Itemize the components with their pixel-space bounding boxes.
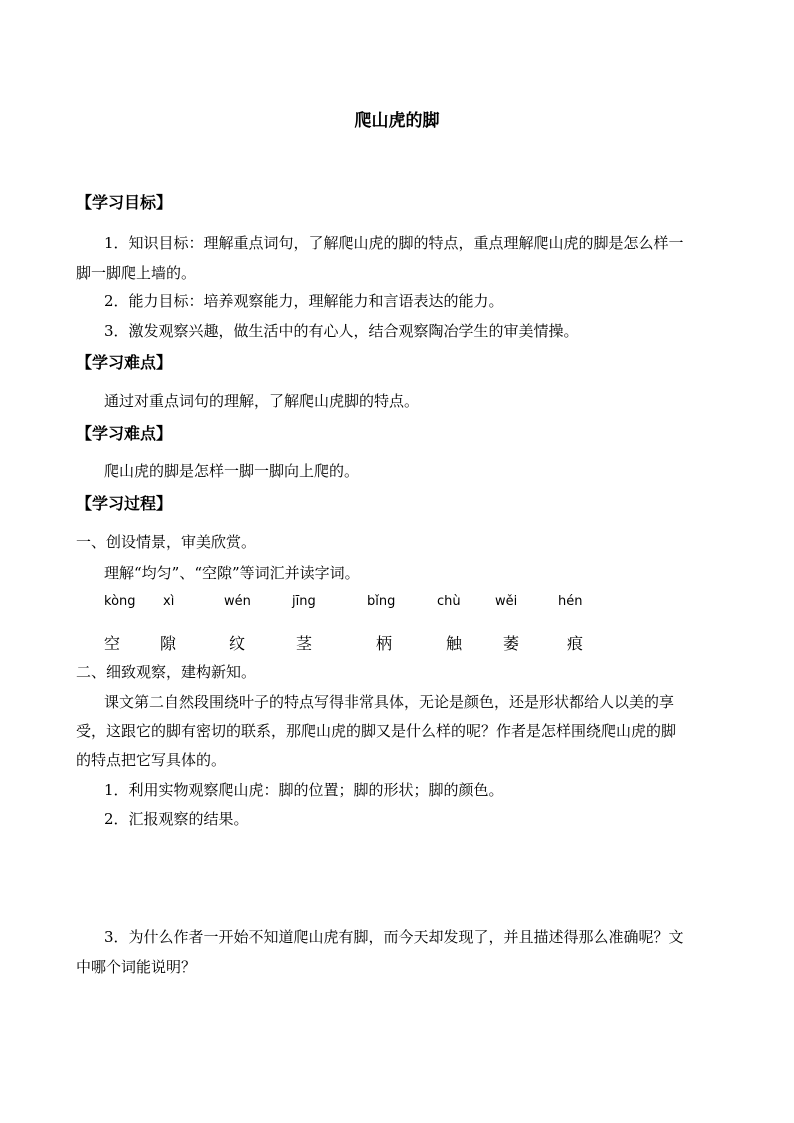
goal-2: 2．能力目标：培养观察能力，理解能力和言语表达的能力。 [104, 292, 504, 310]
heading-learning-process: 【学习过程】 [76, 494, 173, 513]
step-2-heading: 二、细致观察，建构新知。 [76, 663, 257, 681]
pinyin-row [0, 594, 794, 618]
step-2-paragraph-line-2: 受，这跟它的脚有密切的联系，那爬山虎的脚又是什么样的呢？作者是怎样围绕爬山虎的脚 [76, 722, 677, 740]
vocab-character: 触 [446, 634, 463, 653]
pinyin: bǐng [367, 594, 396, 609]
heading-learning-goals: 【学习目标】 [76, 193, 173, 212]
heading-difficulty-1: 【学习难点】 [76, 353, 173, 372]
page-title: 爬山虎的脚 [354, 111, 440, 131]
step-2-item-1: 1．利用实物观察爬山虎：脚的位置；脚的形状；脚的颜色。 [104, 781, 504, 799]
character-row [0, 631, 794, 655]
vocab-character: 空 [104, 634, 121, 653]
vocab-character: 柄 [376, 634, 393, 653]
goal-3: 3．激发观察兴趣，做生活中的有心人，结合观察陶冶学生的审美情操。 [104, 322, 579, 340]
pinyin: jīng [292, 594, 316, 609]
step-2-paragraph-line-3: 的特点把它写具体的。 [76, 751, 227, 769]
vocab-character: 茎 [296, 634, 313, 653]
step-1-heading: 一、创设情景，审美欣赏。 [76, 533, 257, 551]
pinyin: chù [437, 594, 461, 609]
step-2-item-3-line-2: 中哪个词能说明？ [76, 958, 197, 976]
heading-difficulty-2: 【学习难点】 [76, 424, 173, 443]
vocab-character: 隙 [160, 634, 177, 653]
goal-1-line-2: 脚一脚爬上墙的。 [76, 264, 197, 282]
step-1-text: 理解“均匀”、“空隙”等词汇并读字词。 [104, 564, 360, 582]
step-2-item-3-line-1: 3．为什么作者一开始不知道爬山虎有脚，而今天却发现了，并且描述得那么准确呢？文 [104, 928, 684, 946]
vocab-character: 纹 [229, 634, 246, 653]
vocab-character: 萎 [503, 634, 520, 653]
pinyin: wén [224, 594, 251, 609]
vocab-character: 痕 [567, 634, 584, 653]
pinyin: wěi [495, 594, 518, 609]
difficulty-text-2: 爬山虎的脚是怎样一脚一脚向上爬的。 [104, 462, 360, 480]
step-2-paragraph-line-1: 课文第二自然段围绕叶子的特点写得非常具体，无论是颜色，还是形状都给人以美的享 [104, 693, 675, 711]
pinyin: xì [163, 594, 175, 609]
goal-1-line-1: 1．知识目标：理解重点词句，了解爬山虎的脚的特点，重点理解爬山虎的脚是怎么样一 [104, 234, 684, 252]
pinyin: kòng [104, 594, 136, 609]
step-2-item-2: 2．汇报观察的结果。 [104, 810, 249, 828]
pinyin: hén [558, 594, 583, 609]
difficulty-text-1: 通过对重点词句的理解，了解爬山虎脚的特点。 [104, 392, 420, 410]
